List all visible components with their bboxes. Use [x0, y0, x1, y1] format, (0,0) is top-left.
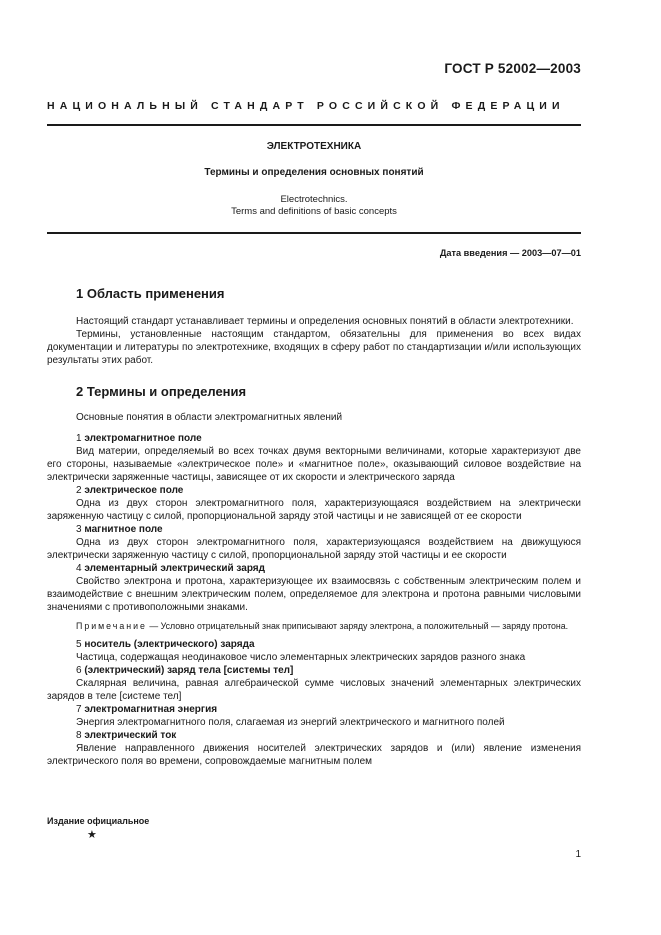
term-entry: [47, 703, 581, 729]
section-1-paragraph-2: Термины, установленные настоящим стандартом, обязательны для применения во всех видах документации и литературы по электротехнике, входящих в сферу работ по стандартизации и/или использующих результаты этих работ.: [47, 329, 581, 366]
section-1-paragraph-1: Настоящий стандарт устанавливает термины и определения основных понятий в области электротехники.: [76, 316, 574, 327]
term-number: 5: [76, 639, 82, 650]
english-title-line-2: Terms and definitions of basic concepts: [231, 206, 397, 217]
term-number: 3: [76, 524, 82, 535]
term-entry: [47, 523, 581, 562]
national-standard-banner: НАЦИОНАЛЬНЫЙ СТАНДАРТ РОССИЙСКОЙ ФЕДЕРАЦИИ: [47, 100, 565, 112]
term-entry: [47, 664, 581, 703]
document-title: ЭЛЕКТРОТЕХНИКА: [266, 141, 362, 152]
star-icon: ★: [87, 829, 97, 841]
term-entry: [47, 562, 581, 614]
term-name: электрический ток: [84, 730, 177, 741]
note-text: — Условно отрицательный знак приписывают заряду электрона, а положительный — заряду протона.: [146, 621, 569, 631]
english-title: [47, 194, 581, 218]
term-number: 2: [76, 485, 82, 496]
term-entry: [47, 432, 581, 484]
gost-number: ГОСТ Р 52002—2003: [444, 61, 581, 76]
term-name: магнитное поле: [84, 524, 163, 535]
note-label: Примечание: [76, 621, 147, 631]
term-name: электромагнитная энергия: [84, 704, 218, 715]
term-name: электрическое поле: [84, 485, 184, 496]
term-number: 7: [76, 704, 82, 715]
term-definition: Частица, содержащая неодинаковое число элементарных электрических зарядов разного знака: [76, 652, 526, 663]
term-definition: Скалярная величина, равная алгебраической сумме числовых значений элементарных электрических зарядов в теле [системе тел]: [47, 678, 581, 702]
term-number: 1: [76, 433, 82, 444]
term-definition: Явление направленного движения носителей электрических зарядов и (или) явление изменения электрического поля во времени, сопровождаемые магнитным полем: [47, 743, 581, 767]
section-1-heading: 1 Область применения: [76, 286, 225, 301]
note: [47, 620, 581, 632]
term-entry: [47, 729, 581, 768]
top-divider: [47, 124, 581, 126]
term-definition: Вид материи, определяемый во всех точках двумя векторными величинами, которые характеризуют две его стороны, называемые «электрическое поле» и «магнитное поле», оказывающий силовое воздействие на электрически заряженные частицы, зависящее от их скорости и электрического заряда: [47, 446, 581, 483]
term-entry: [47, 638, 581, 664]
term-name: электромагнитное поле: [84, 433, 202, 444]
introduction-date: Дата введения — 2003—07—01: [439, 248, 581, 258]
title-divider: [47, 232, 581, 234]
term-entry: [47, 484, 581, 523]
term-number: 4: [76, 563, 82, 574]
term-number: 8: [76, 730, 82, 741]
term-definition: Свойство электрона и протона, характеризующее их взаимосвязь с собственным электрическим полем и взаимодействие с внешним электрическим полем, определяемое для электрона и протона равными числовыми значениями с противоположными знаками.: [47, 576, 581, 613]
term-definition: Энергия электромагнитного поля, слагаемая из энергий электрического и магнитного полей: [76, 717, 505, 728]
section-2-intro: Основные понятия в области электромагнитных явлений: [76, 412, 343, 423]
document-body: [47, 286, 581, 768]
term-name: носитель (электрического) заряда: [84, 639, 255, 650]
term-name: элементарный электрический заряд: [84, 563, 265, 574]
official-edition-label: Издание официальное: [47, 816, 150, 826]
section-2-heading: 2 Термины и определения: [76, 384, 247, 399]
term-definition: Одна из двух сторон электромагнитного поля, характеризующаяся воздействием на движущуюся электрически заряженную частицу с силой, пропорциональной заряду этой частицы и ее скорости: [47, 537, 581, 561]
page-number: 1: [575, 849, 581, 860]
document-subtitle: Термины и определения основных понятий: [204, 167, 424, 178]
term-name: (электрический) заряд тела [системы тел]: [84, 665, 294, 676]
term-number: 6: [76, 665, 82, 676]
term-definition: Одна из двух сторон электромагнитного поля, характеризующаяся воздействием на электрически заряженную частицу с силой, пропорциональной заряду этой частицы и не зависящей от ее скорости: [47, 498, 581, 522]
english-title-line-1: Electrotechnics.: [280, 194, 348, 205]
